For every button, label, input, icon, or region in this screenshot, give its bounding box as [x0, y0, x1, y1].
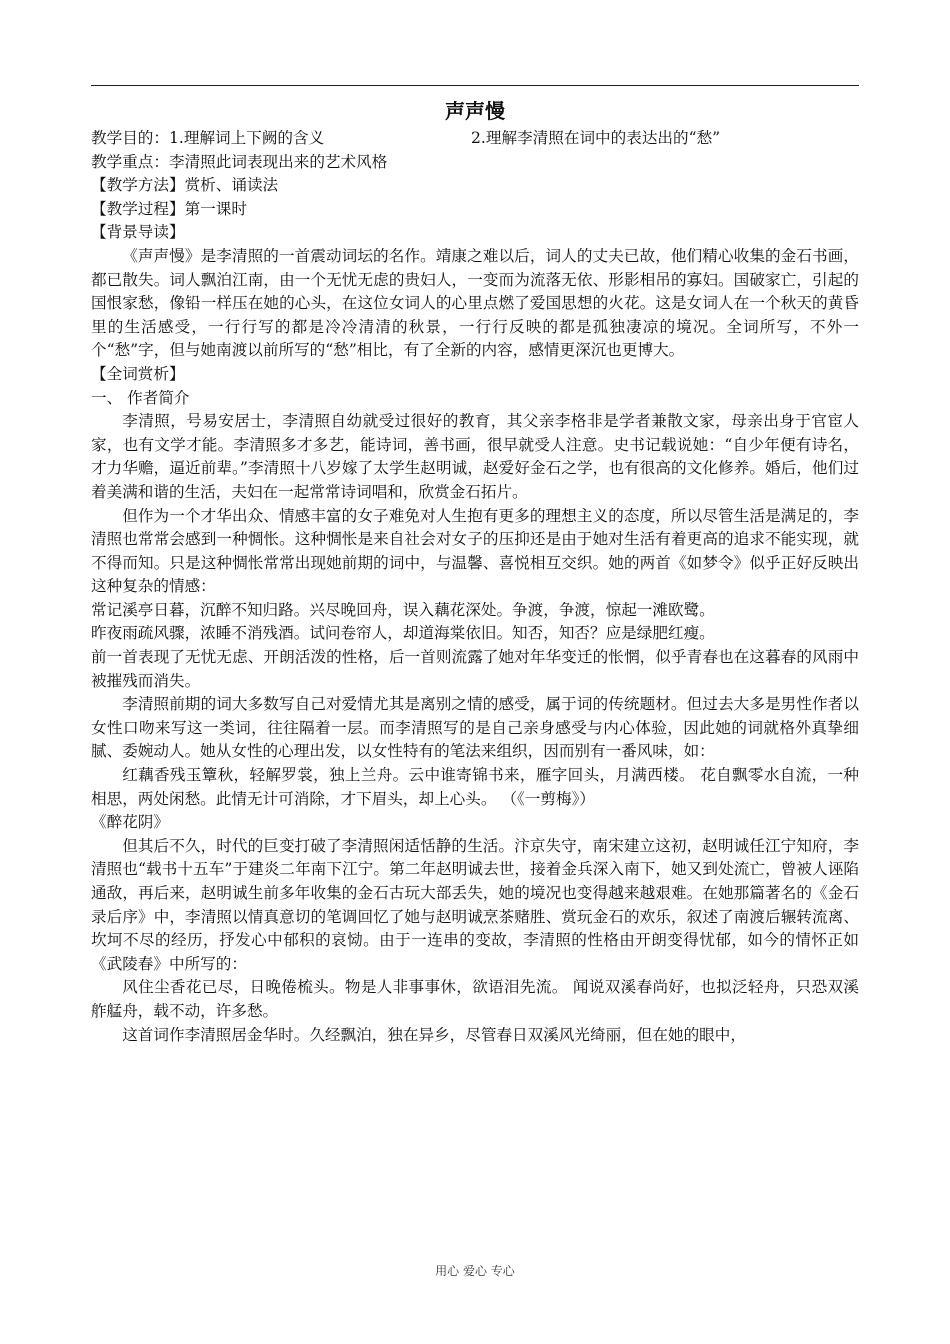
author-paragraph-5: 这首词作李清照居金华时。久经飘泊，独在异乡，尽管春日双溪风光绮丽，但在她的眼中， [122, 1025, 746, 1044]
poem-comment: 前一首表现了无忧无虑、开朗活泼的性格，后一首则流露了她对年华变迁的怅惘，似乎青春也在这暮春的风雨中被摧残而消失。 [91, 648, 859, 690]
background-paragraph: 《声声慢》是李清照的一首震动词坛的名作。靖康之难以后，词人的丈夫已故，他们精心收集的金石书画，都已散失。词人飘泊江南，由一个无忧无虑的贵妇人，一变而为流落无依、形影相吊的寡妇。国破家亡，引起的国恨家愁，像铅一样压在她的心头，在这位女词人的心里点燃了爱国思想的火花。这是女词人在一个秋天的黄昏里的生活感受，一行行写的都是冷冷清清的秋景，一行行反映的都是孤独凄凉的境况。全词所写，不外一个“愁”字，但与她南渡以前所写的“愁”相比，有了全新的内容，感情更深沉也更博大。 [91, 246, 859, 360]
teaching-method: 【教学方法】赏析、诵读法 [91, 176, 279, 195]
document-body [91, 96, 859, 1047]
page-title: 声声慢 [445, 99, 505, 123]
section-author-intro: 一、 作者简介 [91, 388, 190, 407]
teaching-goal-one: 教学目的：1.理解词上下阙的含义 [91, 129, 325, 147]
poem-yijianmei: 红藕香残玉簟秋，轻解罗裳，独上兰舟。云中谁寄锦书来，雁字回头，月满西楼。 花自飘零水自流，一种相思，两处闲愁。此情无计可消除，才下眉头，却上心头。 （《一剪梅》） [91, 766, 859, 808]
author-paragraph-1: 李清照，号易安居士，李清照自幼就受过很好的教育，其父亲李格非是学者兼散文家，母亲出身于官宦人家，也有文学才能。李清照多才多艺，能诗词，善书画，很早就受人注意。史书记载说她：“自少年便有诗名，才力华赡，逼近前辈。”李清照十八岁嫁了太学生赵明诚，赵爱好金石之学，也有很高的文化修养。婚后，他们过着美满和谐的生活，夫妇在一起常常诗词唱和，欣赏金石拓片。 [91, 412, 859, 501]
author-paragraph-3: 李清照前期的词大多数写自己对爱情尤其是离别之情的感受，属于词的传统题材。但过去大多是男性作者以女性口吻来写这一类词，往往隔着一层。而李清照写的是自己亲身感受与内心体验，因此她的词就格外真挚细腻、委婉动人。她从女性的心理出发，以女性特有的笔法来组织，因而别有一番风味，如： [91, 695, 859, 761]
author-paragraph-4: 但其后不久，时代的巨变打破了李清照闲适恬静的生活。汴京失守，南宋建立这初，赵明诚任江宁知府，李清照也“载书十五车”于建炎二年南下江宁。第二年赵明诚去世，接着金兵深入南下，她又到处流亡，曾被人诬陷通敌，再后来，赵明诚生前多年收集的金石古玩大部丢失，她的境况也变得越来越艰难。在她那篇著名的《金石录后序》中，李清照以情真意切的笔调回忆了她与赵明诚烹茶赌胜、赏玩金石的欢乐，叙述了南渡后辗转流离、坎坷不尽的经历，抒发心中郁积的哀恸。由于一连串的变故，李清照的性格由开朗变得忧郁，如今的情怀正如《武陵春》中所写的： [91, 836, 859, 973]
background-heading: 【背景导读】 [91, 223, 185, 242]
page-footer: 用心 爱心 专心 [435, 1264, 515, 1278]
teaching-focus: 教学重点：李清照此词表现出来的艺术风格 [91, 152, 388, 171]
poem-wulingchun: 风住尘香花已尽，日晚倦梳头。物是人非事事休，欲语泪先流。 闻说双溪春尚好，也拟泛轻舟，只恐双溪舴艋舟，载不动，许多愁。 [91, 978, 859, 1020]
poem-rumengling-2: 昨夜雨疏风骤，浓睡不消残酒。试问卷帘人，却道海棠依旧。知否，知否？应是绿肥红瘦。 [91, 624, 715, 643]
author-paragraph-2: 但作为一个才华出众、情感丰富的女子难免对人生抱有更多的理想主义的态度，所以尽管生活是满足的，李清照也常常会感到一种惆怅。这种惆怅是来自社会对女子的压抑还是由于她对生活有着更高的追求不能实现，就不得而知。只是这种惆怅常常出现她前期的词中，与温馨、喜悦相互交织。她的两首《如梦令》似乎正好反映出这种复杂的情感： [91, 506, 859, 596]
appreciation-heading: 【全词赏析】 [91, 364, 185, 383]
poem-rumengling-1: 常记溪亭日暮，沉醉不知归路。兴尽晚回舟，误入藕花深处。争渡，争渡，惊起一滩欧鹭。 [91, 600, 715, 619]
teaching-goals [91, 127, 859, 151]
header-rule [91, 85, 859, 86]
poem-zuihuayin-title: 《醉花阴》 [91, 813, 169, 832]
teaching-goal-two: 2.理解李清照在词中的表达出的“愁” [471, 129, 721, 147]
teaching-process: 【教学过程】第一课时 [91, 199, 247, 218]
